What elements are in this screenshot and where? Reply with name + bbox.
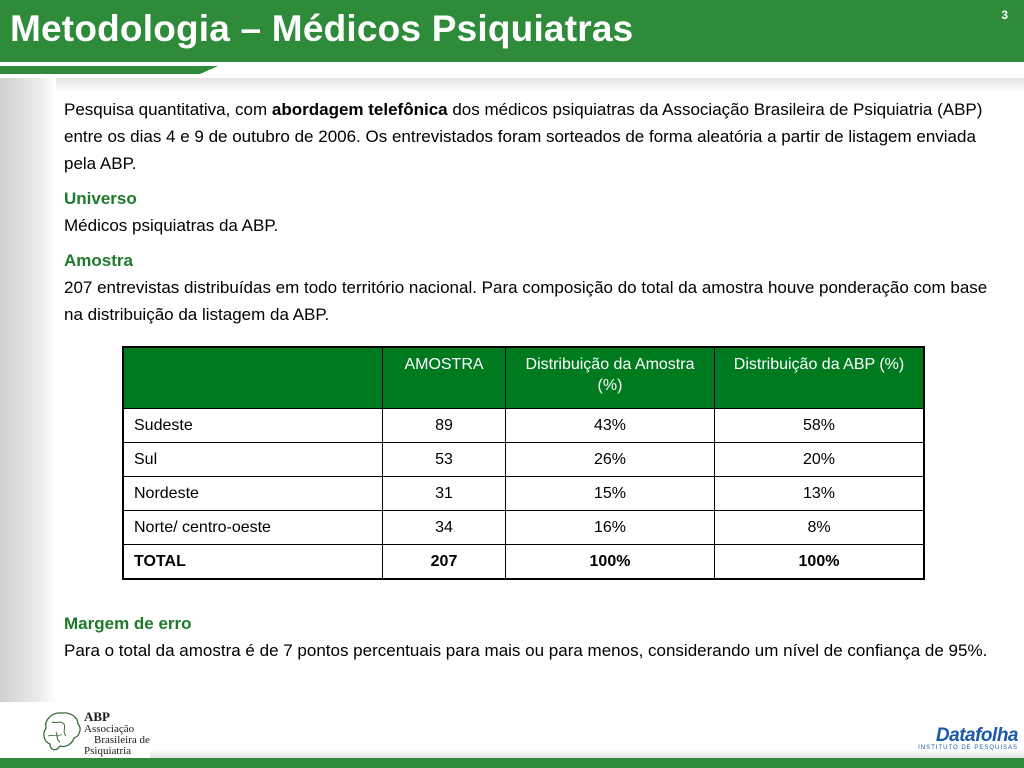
footer-bar: [0, 758, 1024, 768]
cell-amostra: 34: [383, 511, 506, 545]
cell-region: Norte/ centro-oeste: [123, 511, 383, 545]
header-stripe-tip: [200, 66, 218, 74]
cell-dist-abp: 20%: [715, 443, 925, 477]
header-stripe: [0, 66, 200, 74]
table-row: [123, 511, 924, 545]
table-row: [123, 409, 924, 443]
amostra-text: 207 entrevistas distribuídas em todo território nacional. Para composição do total da amostra houve ponderação com base na distribuição da listagem da ABP.: [64, 278, 988, 324]
table-total-row: [123, 545, 924, 580]
cell-dist-amostra: 15%: [506, 477, 715, 511]
cell-region: Sudeste: [123, 409, 383, 443]
intro-text-start: Pesquisa quantitativa, com: [64, 100, 272, 119]
header-dist-abp: Distribuição da ABP (%): [715, 347, 925, 409]
cell-dist-abp: 58%: [715, 409, 925, 443]
top-shadow: [0, 78, 1024, 92]
cell-total-label: TOTAL: [123, 545, 383, 580]
header-region: [123, 347, 383, 409]
footer-shade: [150, 750, 1024, 758]
header-dist-amostra: Distribuição da Amostra (%): [506, 347, 715, 409]
table-row: [123, 477, 924, 511]
sample-table-wrapper: [122, 346, 925, 580]
cell-total-amostra: 207: [383, 545, 506, 580]
cell-dist-amostra: 26%: [506, 443, 715, 477]
cell-region: Sul: [123, 443, 383, 477]
margem-text: Para o total da amostra é de 7 pontos percentuais para mais ou para menos, considerando um nível de confiança de 95%.: [64, 641, 988, 660]
margem-section: [64, 610, 994, 672]
cell-region: Nordeste: [123, 477, 383, 511]
abp-name: ABP: [84, 709, 110, 724]
sample-distribution-table: [122, 346, 925, 580]
cell-amostra: 31: [383, 477, 506, 511]
cell-dist-amostra: 16%: [506, 511, 715, 545]
page-number: 3: [1001, 8, 1008, 22]
margem-heading: Margem de erro: [64, 614, 192, 633]
abp-line-3: Psiquiatria: [84, 745, 132, 757]
cell-total-dist-amostra: 100%: [506, 545, 715, 580]
table-header-row: [123, 347, 924, 409]
content-area: [64, 96, 994, 336]
datafolha-subtitle: INSTITUTO DE PESQUISAS: [918, 745, 1018, 751]
abp-line-2: Brasileira de: [94, 734, 150, 746]
cell-total-dist-abp: 100%: [715, 545, 925, 580]
table-row: [123, 443, 924, 477]
datafolha-name: Datafolha: [935, 725, 1018, 746]
intro-bold-text: abordagem telefônica: [271, 100, 448, 119]
cell-dist-abp: 13%: [715, 477, 925, 511]
universo-heading: Universo: [64, 189, 137, 208]
cell-amostra: 89: [383, 409, 506, 443]
intro-text-end: dos médicos psiquiatras da Associação Brasileira de Psiquiatria (ABP) entre os dias 4 e 9 de outubro de 2006. Os entrevistados foram sorteados de forma aleatória a partir de listagem enviada pela ABP.: [64, 100, 983, 173]
header-amostra: AMOSTRA: [383, 347, 506, 409]
datafolha-logo: [918, 726, 1018, 752]
universo-text: Médicos psiquiatras da ABP.: [64, 216, 279, 235]
left-shadow-panel: [0, 78, 56, 702]
intro-paragraph: [64, 96, 994, 177]
cell-amostra: 53: [383, 443, 506, 477]
cell-dist-abp: 8%: [715, 511, 925, 545]
amostra-heading: Amostra: [64, 251, 133, 270]
abp-line-1: Associação: [84, 723, 135, 735]
page-title: Metodologia – Médicos Psiquiatras: [10, 8, 634, 49]
cell-dist-amostra: 43%: [506, 409, 715, 443]
header-bar: [0, 0, 1024, 62]
abp-logo-text: [84, 710, 150, 757]
